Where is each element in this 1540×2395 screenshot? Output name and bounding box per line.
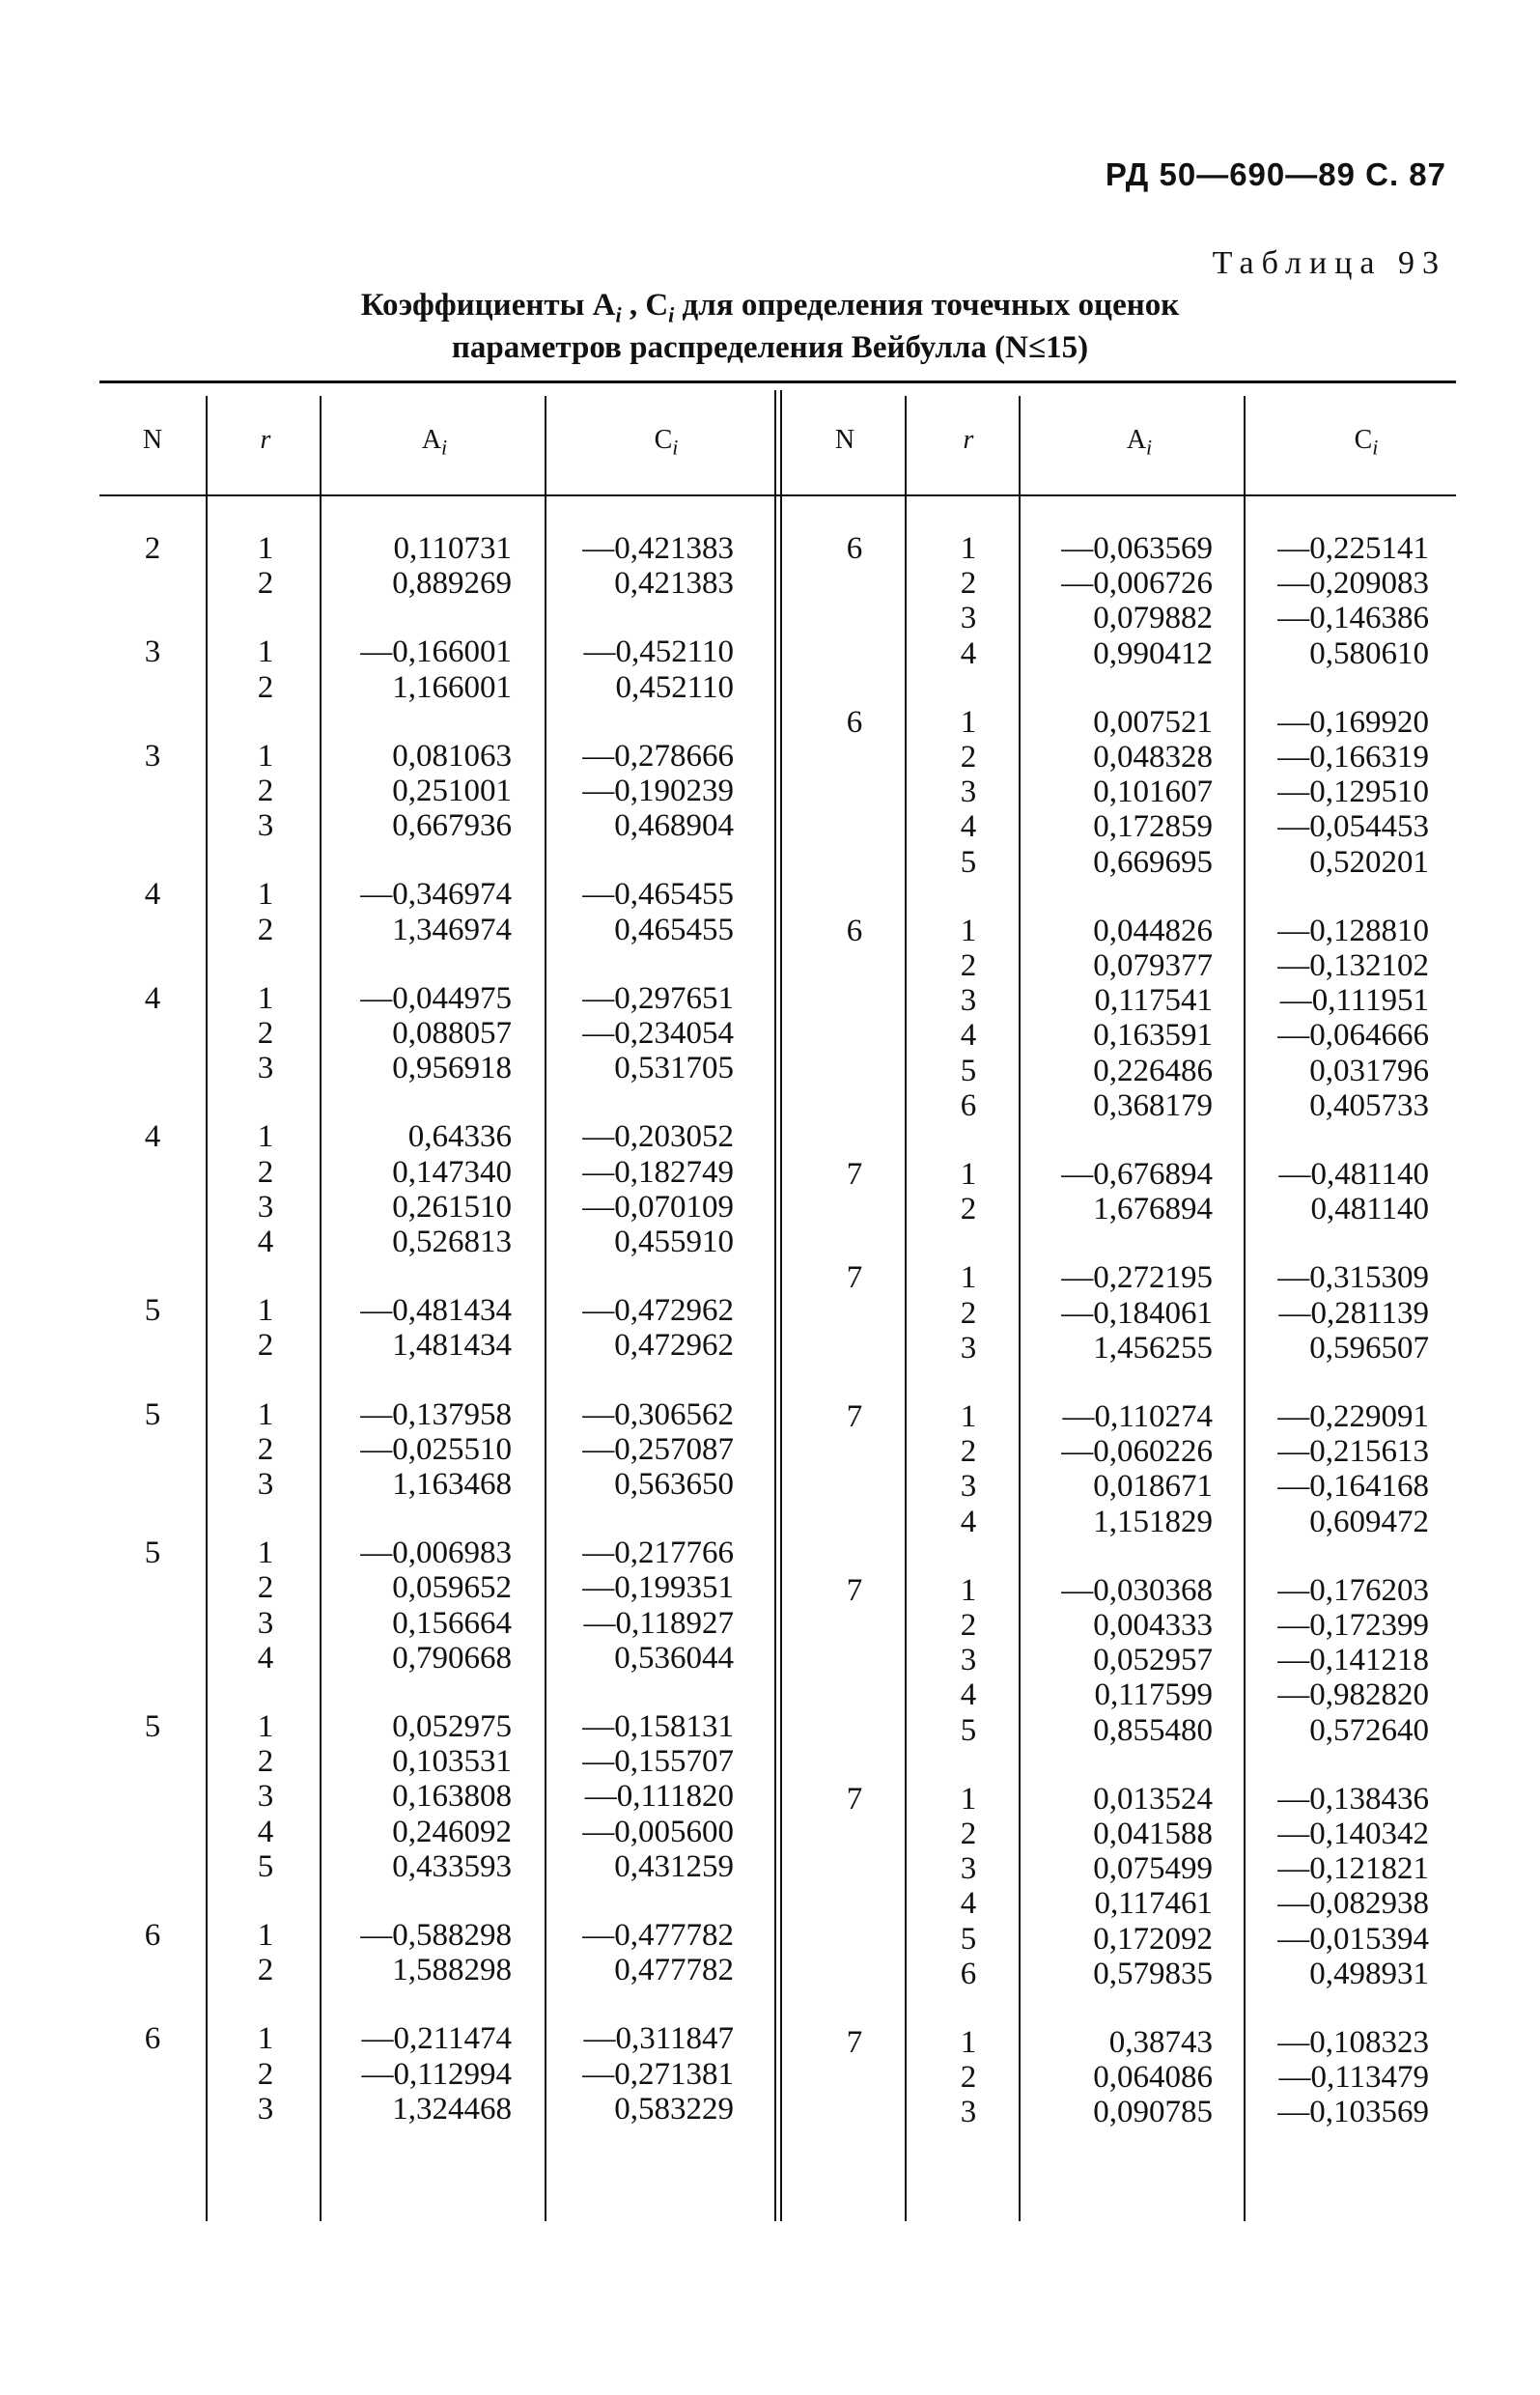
right-row-c: —0,281139 bbox=[1278, 1295, 1429, 1331]
right-row-r: 3 bbox=[960, 775, 977, 810]
right-row-c: —0,169920 bbox=[1277, 704, 1429, 740]
right-row-a: —0,063569 bbox=[1061, 531, 1213, 566]
vrule-middle-1 bbox=[774, 390, 776, 2221]
left-row-a: —0,166001 bbox=[360, 634, 512, 670]
left-row-c: 0,472962 bbox=[614, 1328, 734, 1364]
left-group-n: 5 bbox=[144, 1709, 161, 1744]
right-group-n: 7 bbox=[846, 2025, 863, 2060]
right-row-c: 0,405733 bbox=[1309, 1087, 1429, 1123]
left-group-n: 5 bbox=[144, 1396, 161, 1432]
right-row-c: —0,082938 bbox=[1277, 1886, 1429, 1922]
right-row-a: 0,075499 bbox=[1093, 1851, 1213, 1887]
right-row-a: 0,079882 bbox=[1093, 601, 1213, 636]
left-group-n: 4 bbox=[144, 877, 161, 913]
left-group-n: 3 bbox=[144, 738, 161, 774]
left-row-r: 2 bbox=[257, 669, 274, 705]
right-row-a: 0,007521 bbox=[1093, 704, 1213, 740]
left-group-n: 5 bbox=[144, 1293, 161, 1329]
right-row-a: 0,090785 bbox=[1093, 2095, 1213, 2130]
left-row-r: 2 bbox=[257, 1154, 274, 1190]
left-row-r: 3 bbox=[257, 1779, 274, 1815]
left-row-r: 2 bbox=[257, 1744, 274, 1780]
left-row-r: 1 bbox=[257, 1536, 274, 1571]
right-row-r: 2 bbox=[960, 1295, 977, 1331]
left-row-a: 0,64336 bbox=[407, 1119, 512, 1155]
left-group-n: 4 bbox=[144, 980, 161, 1016]
right-row-r: 2 bbox=[960, 1434, 977, 1470]
right-row-a: 0,004333 bbox=[1093, 1608, 1213, 1643]
right-row-a: 0,044826 bbox=[1093, 913, 1213, 948]
left-row-r: 4 bbox=[257, 1225, 274, 1259]
right-row-r: 1 bbox=[960, 913, 977, 948]
right-row-a: 0,117599 bbox=[1094, 1677, 1213, 1713]
right-row-a: 1,676894 bbox=[1093, 1192, 1213, 1227]
left-row-c: —0,158131 bbox=[582, 1709, 734, 1744]
right-row-r: 6 bbox=[960, 1087, 977, 1123]
title-part1: Коэффициенты bbox=[360, 288, 585, 323]
left-row-r: 2 bbox=[257, 2056, 274, 2092]
left-row-c: 0,477782 bbox=[614, 1953, 734, 1988]
table-header-rule bbox=[99, 494, 1456, 496]
left-row-r: 1 bbox=[257, 1396, 274, 1432]
left-row-r: 1 bbox=[257, 738, 274, 774]
left-row-c: 0,455910 bbox=[614, 1225, 734, 1259]
right-row-r: 5 bbox=[960, 1712, 977, 1748]
right-row-a: 0,101607 bbox=[1093, 775, 1213, 810]
left-row-c: —0,306562 bbox=[582, 1396, 734, 1432]
right-row-r: 5 bbox=[960, 1053, 977, 1088]
left-row-r: 1 bbox=[257, 531, 274, 566]
right-row-a: 0,048328 bbox=[1093, 740, 1213, 775]
left-row-a: —0,137958 bbox=[360, 1396, 512, 1432]
left-row-r: 3 bbox=[257, 1605, 274, 1641]
left-row-a: —0,112994 bbox=[361, 2056, 512, 2092]
right-row-c: —0,128810 bbox=[1277, 913, 1429, 948]
left-row-c: —0,190239 bbox=[582, 774, 734, 808]
right-row-c: —0,176203 bbox=[1277, 1572, 1429, 1608]
left-row-r: 2 bbox=[257, 1016, 274, 1051]
right-row-a: 0,172092 bbox=[1093, 1921, 1213, 1957]
left-row-c: —0,271381 bbox=[582, 2056, 734, 2092]
right-group-n: 7 bbox=[846, 1260, 863, 1296]
right-row-c: —0,064666 bbox=[1277, 1018, 1429, 1054]
right-row-a: 0,117541 bbox=[1094, 983, 1213, 1019]
left-group-n: 5 bbox=[144, 1536, 161, 1571]
left-group-n: 6 bbox=[144, 1918, 161, 1953]
left-row-r: 1 bbox=[257, 877, 274, 913]
header-a-left: $A_i$ bbox=[421, 425, 448, 460]
left-row-a: —0,346974 bbox=[360, 877, 512, 913]
left-row-r: 2 bbox=[257, 1431, 274, 1467]
right-row-a: —0,676894 bbox=[1061, 1157, 1213, 1192]
left-row-r: 2 bbox=[257, 1953, 274, 1988]
right-row-a: 0,064086 bbox=[1093, 2060, 1213, 2096]
left-row-c: 0,531705 bbox=[614, 1051, 734, 1086]
left-row-a: —0,044975 bbox=[360, 980, 512, 1016]
right-row-a: 0,172859 bbox=[1093, 809, 1213, 845]
right-row-r: 4 bbox=[960, 1018, 977, 1054]
left-row-r: 3 bbox=[257, 808, 274, 844]
left-row-a: 1,481434 bbox=[392, 1328, 512, 1364]
vrule-middle-2 bbox=[780, 390, 782, 2221]
right-row-r: 1 bbox=[960, 1157, 977, 1192]
left-row-c: —0,217766 bbox=[582, 1536, 734, 1571]
left-row-a: 0,059652 bbox=[392, 1570, 512, 1606]
right-row-c: 0,520201 bbox=[1309, 844, 1429, 880]
right-row-r: 6 bbox=[960, 1956, 977, 1991]
right-row-a: 0,990412 bbox=[1093, 635, 1213, 671]
right-row-r: 3 bbox=[960, 1851, 977, 1887]
left-row-a: —0,025510 bbox=[360, 1431, 512, 1467]
right-row-c: —0,132102 bbox=[1277, 948, 1429, 983]
left-group-n: 3 bbox=[144, 634, 161, 670]
left-row-c: —0,278666 bbox=[582, 738, 734, 774]
right-row-r: 5 bbox=[960, 1921, 977, 1957]
vrule-left-n bbox=[206, 396, 208, 2221]
left-group-n: 2 bbox=[144, 531, 161, 566]
title-part2: для определения точечных оценок bbox=[682, 288, 1180, 323]
left-row-r: 2 bbox=[257, 912, 274, 947]
left-row-c: —0,111820 bbox=[584, 1779, 734, 1815]
right-row-a: —0,184061 bbox=[1061, 1295, 1213, 1331]
right-row-r: 3 bbox=[960, 1643, 977, 1678]
table-number: Таблица 93 bbox=[1212, 245, 1446, 281]
left-row-c: —0,234054 bbox=[582, 1016, 734, 1051]
left-row-c: —0,297651 bbox=[582, 980, 734, 1016]
right-row-c: —0,172399 bbox=[1277, 1608, 1429, 1643]
right-row-r: 2 bbox=[960, 566, 977, 602]
left-row-a: 0,261510 bbox=[392, 1189, 512, 1225]
right-row-a: 0,226486 bbox=[1093, 1053, 1213, 1088]
left-row-a: —0,006983 bbox=[360, 1536, 512, 1571]
left-row-a: 0,433593 bbox=[392, 1848, 512, 1884]
right-row-r: 1 bbox=[960, 2025, 977, 2060]
right-row-a: 0,669695 bbox=[1093, 844, 1213, 880]
right-row-a: 0,163591 bbox=[1093, 1018, 1213, 1054]
left-row-a: 0,110731 bbox=[393, 531, 512, 566]
right-row-a: 0,38743 bbox=[1108, 2025, 1213, 2060]
left-row-r: 1 bbox=[257, 1293, 274, 1329]
left-row-c: 0,583229 bbox=[614, 2091, 734, 2127]
left-row-c: —0,005600 bbox=[582, 1814, 734, 1849]
right-row-c: —0,164168 bbox=[1277, 1469, 1429, 1505]
right-row-c: —0,103569 bbox=[1277, 2095, 1429, 2130]
left-row-c: —0,452110 bbox=[583, 634, 734, 670]
left-row-r: 3 bbox=[257, 1189, 274, 1225]
left-row-c: —0,182749 bbox=[582, 1154, 734, 1190]
left-row-a: 0,889269 bbox=[392, 566, 512, 602]
right-row-c: —0,141218 bbox=[1277, 1643, 1429, 1678]
right-row-r: 4 bbox=[960, 1677, 977, 1713]
left-row-a: 0,052975 bbox=[392, 1709, 512, 1744]
right-row-a: 1,456255 bbox=[1093, 1330, 1213, 1366]
left-row-a: —0,211474 bbox=[361, 2021, 512, 2057]
right-row-r: 1 bbox=[960, 1572, 977, 1608]
left-row-r: 2 bbox=[257, 774, 274, 808]
right-group-n: 7 bbox=[846, 1572, 863, 1608]
left-row-r: 2 bbox=[257, 566, 274, 602]
left-group-n: 6 bbox=[144, 2021, 161, 2057]
right-group-n: 7 bbox=[846, 1157, 863, 1192]
left-row-a: 0,956918 bbox=[392, 1051, 512, 1086]
right-group-n: 7 bbox=[846, 1399, 863, 1434]
right-row-r: 4 bbox=[960, 1504, 977, 1539]
right-row-a: —0,006726 bbox=[1061, 566, 1213, 602]
right-row-r: 3 bbox=[960, 983, 977, 1019]
right-row-c: 0,609472 bbox=[1309, 1504, 1429, 1539]
right-row-a: 0,117461 bbox=[1094, 1886, 1213, 1922]
left-row-c: 0,452110 bbox=[615, 669, 734, 705]
left-row-r: 1 bbox=[257, 634, 274, 670]
right-row-r: 2 bbox=[960, 2060, 977, 2096]
right-row-c: —0,129510 bbox=[1277, 775, 1429, 810]
left-row-c: —0,070109 bbox=[582, 1189, 734, 1225]
left-row-r: 1 bbox=[257, 1918, 274, 1953]
left-row-r: 1 bbox=[257, 980, 274, 1016]
table-title-line2: параметров распределения Вейбулла (N≤15) bbox=[451, 330, 1089, 365]
right-row-c: —0,140342 bbox=[1277, 1817, 1429, 1851]
right-row-r: 3 bbox=[960, 1330, 977, 1366]
header-r-left: r bbox=[260, 425, 271, 455]
right-row-r: 3 bbox=[960, 2095, 977, 2130]
header-n-right: N bbox=[834, 425, 855, 455]
page-header: РД 50—690—89 С. 87 bbox=[1105, 156, 1446, 192]
header-c-left: $C_i$ bbox=[654, 425, 679, 460]
right-row-c: —0,481140 bbox=[1278, 1157, 1429, 1192]
right-row-c: —0,215613 bbox=[1277, 1434, 1429, 1470]
right-row-c: —0,209083 bbox=[1277, 566, 1429, 602]
header-c-right: $C_i$ bbox=[1354, 425, 1379, 460]
left-row-a: 0,163808 bbox=[392, 1779, 512, 1815]
right-row-a: 0,855480 bbox=[1093, 1712, 1213, 1748]
right-row-r: 4 bbox=[960, 635, 977, 671]
left-row-a: 1,166001 bbox=[392, 669, 512, 705]
left-group-n: 4 bbox=[144, 1119, 161, 1155]
right-row-a: 0,368179 bbox=[1093, 1087, 1213, 1123]
right-row-a: 0,018671 bbox=[1093, 1469, 1213, 1505]
table-top-rule bbox=[99, 380, 1456, 383]
left-row-c: —0,421383 bbox=[582, 531, 734, 566]
left-row-a: 0,526813 bbox=[392, 1225, 512, 1259]
table-title-line1 bbox=[0, 288, 1540, 328]
right-row-c: —0,121821 bbox=[1277, 1851, 1429, 1887]
right-group-n: 6 bbox=[846, 913, 863, 948]
right-row-c: —0,166319 bbox=[1277, 740, 1429, 775]
header-n-left: N bbox=[142, 425, 163, 455]
right-row-a: 0,079377 bbox=[1093, 948, 1213, 983]
left-row-a: —0,588298 bbox=[360, 1918, 512, 1953]
right-row-r: 2 bbox=[960, 740, 977, 775]
left-row-a: 1,588298 bbox=[392, 1953, 512, 1988]
right-row-c: 0,481140 bbox=[1310, 1192, 1429, 1227]
left-row-a: 0,246092 bbox=[392, 1814, 512, 1849]
left-row-r: 1 bbox=[257, 1119, 274, 1155]
left-row-r: 5 bbox=[257, 1848, 274, 1884]
right-row-c: —0,225141 bbox=[1277, 531, 1429, 566]
title-symbol-a: $A_i$ , $C_i$ bbox=[592, 288, 675, 327]
right-row-r: 2 bbox=[960, 1192, 977, 1227]
right-group-n: 7 bbox=[846, 1781, 863, 1817]
right-row-r: 1 bbox=[960, 704, 977, 740]
right-row-c: —0,229091 bbox=[1277, 1399, 1429, 1434]
right-group-n: 6 bbox=[846, 531, 863, 566]
left-row-r: 2 bbox=[257, 1328, 274, 1364]
left-row-r: 2 bbox=[257, 1570, 274, 1606]
left-row-a: 0,790668 bbox=[392, 1640, 512, 1676]
left-row-r: 1 bbox=[257, 2021, 274, 2057]
right-row-r: 2 bbox=[960, 1608, 977, 1643]
left-row-c: —0,465455 bbox=[582, 877, 734, 913]
right-row-c: —0,111951 bbox=[1279, 983, 1429, 1019]
right-row-a: 0,579835 bbox=[1093, 1956, 1213, 1991]
left-row-r: 3 bbox=[257, 1051, 274, 1086]
left-row-a: 1,346974 bbox=[392, 912, 512, 947]
right-row-c: —0,138436 bbox=[1277, 1781, 1429, 1817]
left-row-r: 4 bbox=[257, 1814, 274, 1849]
right-row-r: 4 bbox=[960, 809, 977, 845]
right-row-r: 3 bbox=[960, 601, 977, 636]
right-row-c: —0,982820 bbox=[1277, 1677, 1429, 1713]
left-row-c: —0,203052 bbox=[582, 1119, 734, 1155]
left-row-c: —0,257087 bbox=[582, 1431, 734, 1467]
right-row-r: 1 bbox=[960, 1399, 977, 1434]
left-row-r: 3 bbox=[257, 1467, 274, 1502]
left-row-a: 0,251001 bbox=[392, 774, 512, 808]
right-row-r: 5 bbox=[960, 844, 977, 880]
right-row-r: 1 bbox=[960, 1260, 977, 1296]
left-row-r: 3 bbox=[257, 2091, 274, 2127]
left-row-a: 0,667936 bbox=[392, 808, 512, 844]
right-row-r: 2 bbox=[960, 948, 977, 983]
left-row-c: 0,421383 bbox=[614, 566, 734, 602]
vrule-right-n bbox=[905, 396, 907, 2221]
left-row-c: 0,563650 bbox=[614, 1467, 734, 1502]
left-row-a: 1,324468 bbox=[392, 2091, 512, 2127]
left-row-c: —0,118927 bbox=[583, 1605, 734, 1641]
left-row-r: 1 bbox=[257, 1709, 274, 1744]
left-row-c: —0,155707 bbox=[582, 1744, 734, 1780]
right-row-c: 0,031796 bbox=[1309, 1053, 1429, 1088]
right-row-r: 3 bbox=[960, 1469, 977, 1505]
header-r-right: r bbox=[963, 425, 974, 455]
left-row-c: —0,199351 bbox=[582, 1570, 734, 1606]
right-row-a: 0,041588 bbox=[1093, 1817, 1213, 1851]
right-row-a: —0,030368 bbox=[1061, 1572, 1213, 1608]
left-row-a: 1,163468 bbox=[392, 1467, 512, 1502]
left-row-c: 0,465455 bbox=[614, 912, 734, 947]
left-row-a: —0,481434 bbox=[360, 1293, 512, 1329]
right-row-c: —0,015394 bbox=[1277, 1921, 1429, 1957]
left-row-c: —0,472962 bbox=[582, 1293, 734, 1329]
right-row-c: —0,054453 bbox=[1277, 809, 1429, 845]
left-row-a: 0,081063 bbox=[392, 738, 512, 774]
right-group-n: 6 bbox=[846, 704, 863, 740]
left-row-a: 0,147340 bbox=[392, 1154, 512, 1190]
right-row-a: 1,151829 bbox=[1093, 1504, 1213, 1539]
right-row-a: —0,272195 bbox=[1061, 1260, 1213, 1296]
right-row-r: 1 bbox=[960, 531, 977, 566]
right-row-c: 0,580610 bbox=[1309, 635, 1429, 671]
right-row-c: —0,146386 bbox=[1277, 601, 1429, 636]
right-row-c: 0,572640 bbox=[1309, 1712, 1429, 1748]
left-row-c: 0,468904 bbox=[614, 808, 734, 844]
right-row-a: —0,060226 bbox=[1061, 1434, 1213, 1470]
left-row-r: 4 bbox=[257, 1640, 274, 1676]
left-row-c: 0,431259 bbox=[614, 1848, 734, 1884]
right-row-r: 4 bbox=[960, 1886, 977, 1922]
left-row-a: 0,156664 bbox=[392, 1605, 512, 1641]
left-row-a: 0,088057 bbox=[392, 1016, 512, 1051]
right-row-a: 0,052957 bbox=[1093, 1643, 1213, 1678]
right-row-r: 2 bbox=[960, 1817, 977, 1851]
right-row-c: —0,315309 bbox=[1277, 1260, 1429, 1296]
left-row-c: 0,536044 bbox=[614, 1640, 734, 1676]
right-row-a: 0,013524 bbox=[1093, 1781, 1213, 1817]
right-row-c: —0,108323 bbox=[1277, 2025, 1429, 2060]
left-row-a: 0,103531 bbox=[392, 1744, 512, 1780]
right-row-c: —0,113479 bbox=[1278, 2060, 1429, 2096]
right-row-a: —0,110274 bbox=[1062, 1399, 1213, 1434]
left-row-c: —0,311847 bbox=[583, 2021, 734, 2057]
left-row-c: —0,477782 bbox=[582, 1918, 734, 1953]
right-row-c: 0,498931 bbox=[1309, 1956, 1429, 1991]
right-row-r: 1 bbox=[960, 1781, 977, 1817]
header-a-right: $A_i$ bbox=[1126, 425, 1153, 460]
right-row-c: 0,596507 bbox=[1309, 1330, 1429, 1366]
